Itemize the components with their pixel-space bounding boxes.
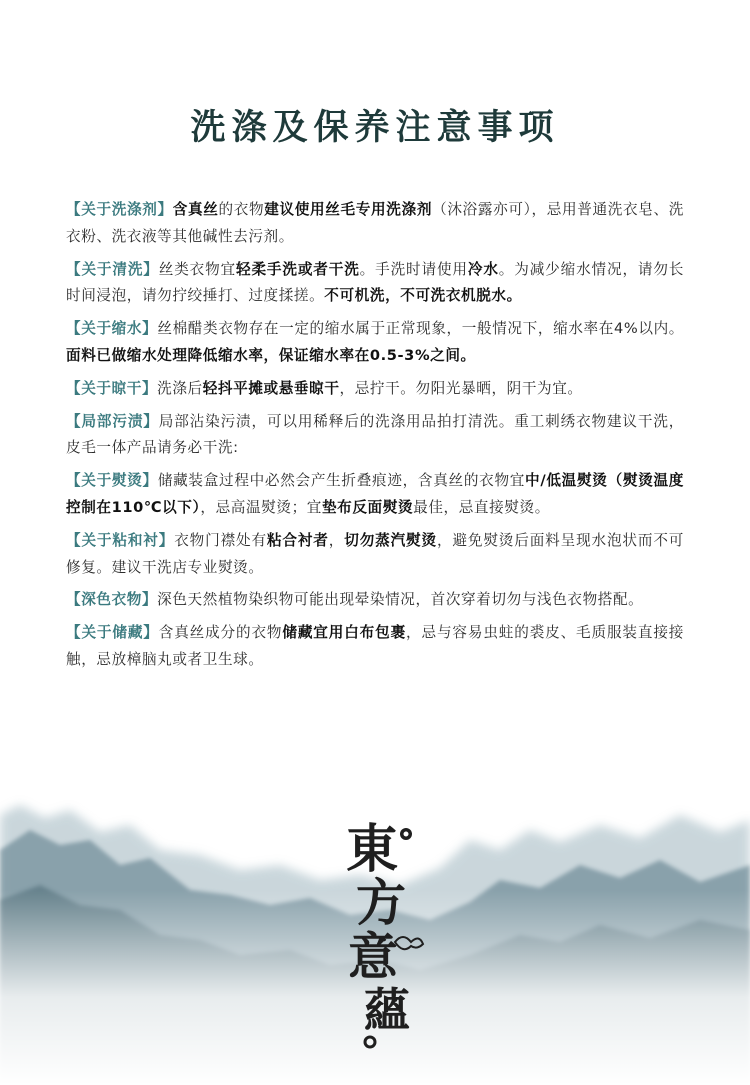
emphasis-text: 不可机洗，不可洗衣机脱水。	[324, 287, 522, 305]
instruction-paragraph	[66, 409, 684, 463]
body-text: ，忌高温熨烫；宜	[200, 498, 322, 516]
logo-dot	[365, 1037, 375, 1047]
section-label: 【局部污渍】	[66, 412, 159, 430]
brand-logo	[340, 812, 430, 1052]
body-text: 。手洗时请使用	[359, 260, 468, 278]
emphasis-text: 中/低温熨烫（熨烫温度控制在110℃以下）	[66, 472, 684, 516]
instruction-paragraph	[66, 376, 684, 403]
section-label: 【关于粘和衬】	[66, 531, 175, 549]
body-text: ，	[328, 531, 345, 549]
cloud-swirl-icon	[395, 937, 423, 949]
body-text: 丝类衣物宜	[158, 260, 237, 278]
body-text: 衣物门襟处有	[174, 531, 267, 549]
body-text: 含真丝成分的衣物	[158, 624, 283, 642]
section-label: 【关于熨烫】	[66, 472, 158, 490]
emphasis-text: 切勿蒸汽熨烫	[344, 531, 437, 549]
emphasis-text: 轻柔手洗或者干洗	[236, 260, 360, 278]
body-text: 的衣物	[218, 201, 265, 218]
logo-char-2: 方	[356, 873, 406, 932]
section-label: 【关于清洗】	[66, 260, 159, 278]
section-label: 【关于晾干】	[66, 379, 158, 397]
body-text: （沐浴露亦可），忌用普通洗衣皂、洗衣粉、洗衣液等其他碱性去污剂。	[66, 201, 684, 245]
instruction-paragraph	[66, 257, 684, 311]
instruction-paragraph	[66, 468, 684, 522]
body-text: 局部沾染污渍，可以用稀释后的洗涤用品拍打清洗。重工刺绣衣物建议干洗，皮毛一体产品请务必干洗:	[66, 412, 685, 457]
logo-char-4: 蘊	[364, 983, 410, 1037]
emphasis-text: 垫布反面熨烫	[321, 498, 414, 516]
instruction-paragraph	[66, 528, 684, 582]
section-label: 【关于缩水】	[66, 320, 158, 338]
emphasis-text: 建议使用丝毛专用洗涤剂	[264, 201, 433, 218]
emphasis-text: 储藏宜用白布包裹	[282, 624, 407, 642]
body-text: ，忌拧干。勿阳光暴晒，阴干为宜。	[339, 379, 583, 397]
section-label: 【深色衣物】	[66, 591, 158, 609]
logo-char-1: 東	[346, 819, 399, 880]
emphasis-text: 面料已做缩水处理降低缩水率，保证缩水率在0.5-3%之间。	[66, 346, 476, 364]
logo-char-3: 意	[348, 927, 398, 986]
body-text: 。为减少缩水情况，请勿长时间浸泡，请勿拧绞捶打、过度揉搓。	[66, 260, 685, 305]
body-text: 丝棉醋类衣物存在一定的缩水属于正常现象，一般情况下，缩水率在4%以内。	[157, 320, 685, 338]
care-instructions	[66, 197, 684, 680]
page-title: 洗涤及保养注意事项	[190, 108, 560, 148]
body-text: 洗涤后	[157, 379, 203, 397]
instruction-paragraph	[66, 587, 684, 614]
emphasis-text: 轻抖平摊或悬垂晾干	[202, 379, 340, 397]
body-text: ，避免熨烫后面料呈现水泡状而不可修复。建议干洗店专业熨烫。	[66, 531, 684, 576]
instruction-paragraph	[66, 620, 684, 674]
section-label: 【关于储藏】	[66, 624, 159, 642]
emphasis-text: 含真丝	[172, 201, 219, 218]
instruction-paragraph	[66, 316, 684, 370]
body-text: 深色天然植物染织物可能出现晕染情况，首次穿着切勿与浅色衣物搭配。	[157, 591, 644, 609]
instruction-paragraph	[66, 197, 684, 251]
body-text: ，忌与容易虫蛀的裘皮、毛质服装直接接触，忌放樟脑丸或者卫生球。	[66, 624, 684, 668]
body-text: 储藏装盒过程中必然会产生折叠痕迹，含真丝的衣物宜	[157, 472, 526, 490]
emphasis-text: 冷水	[467, 260, 499, 278]
section-label: 【关于洗涤剂】	[66, 201, 173, 218]
emphasis-text: 粘合衬者	[266, 531, 329, 549]
body-text: 最佳，忌直接熨烫。	[413, 498, 550, 516]
